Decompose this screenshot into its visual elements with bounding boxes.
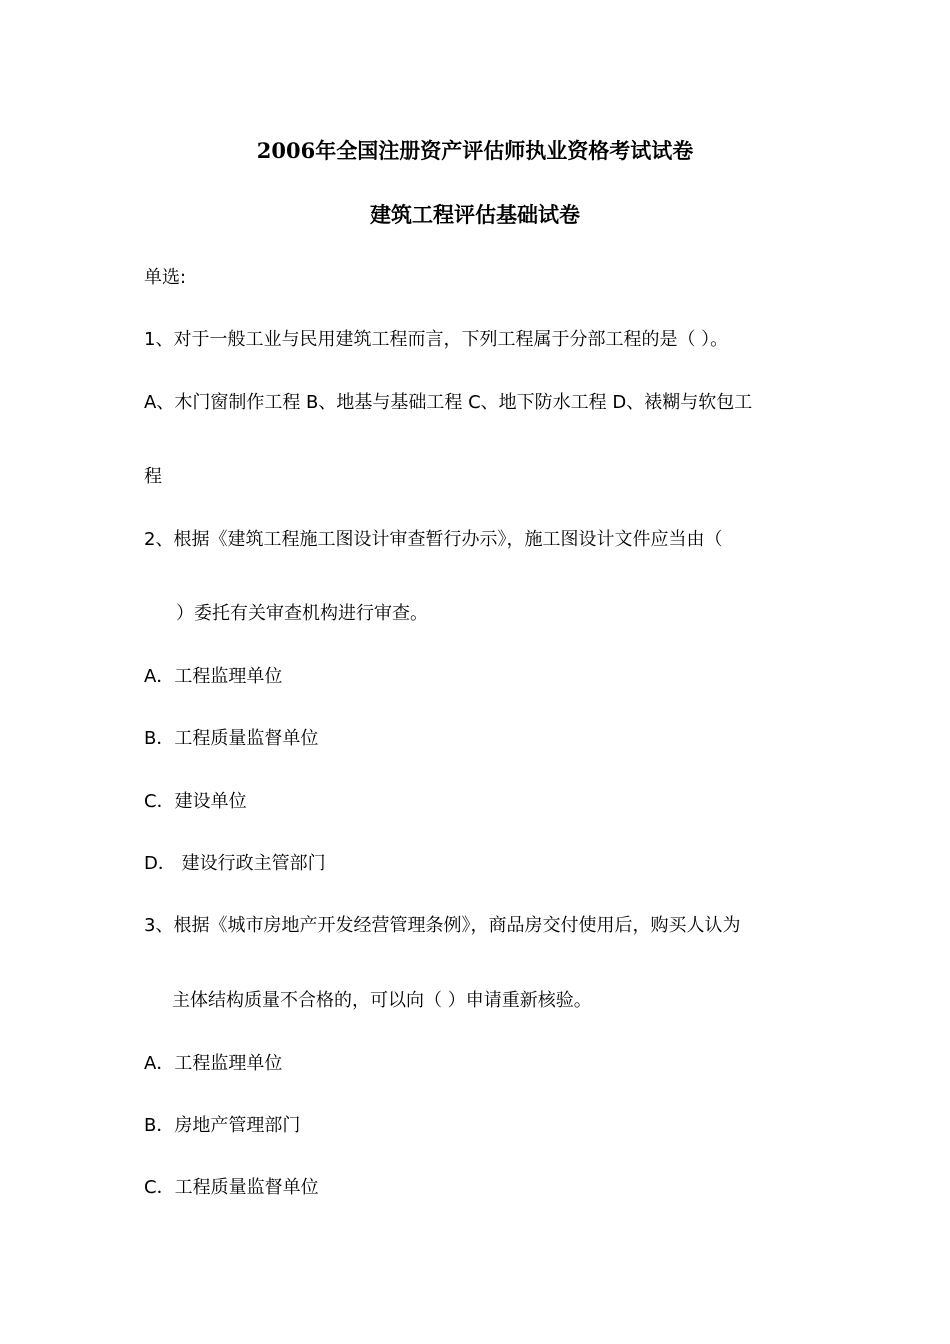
question-3-option-b: B．房地产管理部门 xyxy=(144,1115,301,1136)
question-3-stem-continued: 主体结构质量不合格的，可以向（ ）申请重新核验。 xyxy=(172,990,592,1011)
question-2-option-a: A．工程监理单位 xyxy=(144,666,283,687)
question-2-option-b: B．工程质量监督单位 xyxy=(144,728,319,749)
question-3-option-c: C．工程质量监督单位 xyxy=(144,1177,319,1198)
section-label: 单选: xyxy=(144,267,187,288)
question-2-option-c: C．建设单位 xyxy=(144,791,247,812)
question-1-options-continued: 程 xyxy=(144,466,162,487)
document-subtitle: 建筑工程评估基础试卷 xyxy=(370,202,580,227)
question-1-stem: 1、对于一般工业与民用建筑工程而言，下列工程属于分部工程的是（ ）。 xyxy=(144,329,729,350)
document-title: 2006年全国注册资产评估师执业资格考试试卷 xyxy=(256,138,694,163)
question-2-option-d: D． 建设行政主管部门 xyxy=(144,853,326,874)
question-2-stem-continued: ）委托有关审查机构进行审查。 xyxy=(176,603,428,624)
question-1-options: A、木门窗制作工程 B、地基与基础工程 C、地下防水工程 D、裱糊与软包工 xyxy=(144,392,753,413)
question-2-stem: 2、根据《建筑工程施工图设计审查暂行办示》，施工图设计文件应当由（ xyxy=(144,529,723,550)
question-3-stem: 3、根据《城市房地产开发经营管理条例》，商品房交付使用后，购买人认为 xyxy=(144,915,741,936)
question-3-option-a: A．工程监理单位 xyxy=(144,1053,283,1074)
